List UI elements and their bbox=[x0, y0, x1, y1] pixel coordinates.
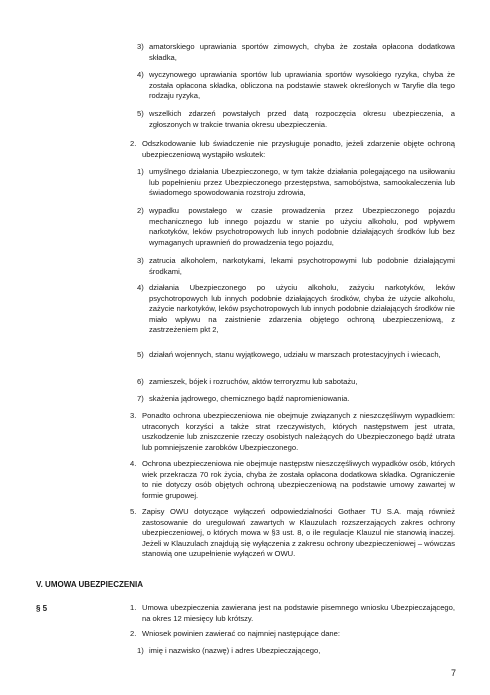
numbered-item bbox=[130, 411, 455, 453]
list-item bbox=[137, 646, 455, 657]
list-item bbox=[137, 70, 455, 102]
item-number: 1) bbox=[137, 646, 144, 655]
item-text: Wniosek powinien zawierać co najmniej następujące dane: bbox=[142, 629, 340, 638]
item-number: 7) bbox=[137, 394, 144, 403]
numbered-item bbox=[130, 507, 455, 560]
item-text: działania Ubezpieczonego po użyciu alkoholu, zażyciu narkotyków, leków psychotropowych lub innych podobnie działających środków, chyba że użycie alkoholu, zażycie narkotyków, leków psychotropowych lub innych podobnie działających środków nie miało wpływu na zaistnienie zdarzenia objętego ochroną ubezpieczeniową, z zastrzeżeniem pkt 2, bbox=[149, 283, 455, 335]
item-text: wszelkich zdarzeń powstałych przed datą rozpoczęcia okresu ubezpieczenia, a zgłoszonych w trakcie trwania okresu ubezpieczenia. bbox=[149, 109, 455, 129]
numbered-item bbox=[130, 629, 455, 640]
item-text: zatrucia alkoholem, narkotykami, lekami psychotropowymi lub podobnie działającymi środkami, bbox=[149, 256, 455, 276]
item-number: 5. bbox=[130, 507, 137, 516]
item-number: 3) bbox=[137, 42, 144, 51]
item-text: Odszkodowanie lub świadczenie nie przysługuje ponadto, jeżeli zdarzenie objęte ochroną ubezpieczeniową wystąpiło wskutek: bbox=[142, 139, 455, 159]
item-text: imię i nazwisko (nazwę) i adres Ubezpieczającego, bbox=[149, 646, 321, 655]
list-item bbox=[137, 377, 455, 388]
item-number: 1) bbox=[137, 167, 144, 176]
item-text: działań wojennych, stanu wyjątkowego, udziału w marszach protestacyjnych i wiecach, bbox=[149, 350, 441, 359]
list-item bbox=[137, 206, 455, 248]
item-number: 1. bbox=[130, 603, 137, 612]
item-text: Ponadto ochrona ubezpieczeniowa nie obejmuje związanych z nieszczęśliwym wypadkiem: utraconych korzyści a także strat rzeczywistych, których następstwem jest utrata, uszkodzenie lub zniszczenie rzeczy osobistych należących do Ubezpieczonego bądź utrata lub pomniejszenie zarobków Ubezpieczonego. bbox=[142, 411, 455, 452]
item-number: 5) bbox=[137, 109, 144, 118]
item-number: 5) bbox=[137, 350, 144, 359]
item-text: amatorskiego uprawiania sportów zimowych, chyba że została opłacona dodatkowa składka, bbox=[149, 42, 455, 62]
list-item bbox=[137, 283, 455, 336]
item-text: wyczynowego uprawiania sportów lub uprawiania sportów wysokiego ryzyka, chyba że została opłacona składka, obliczona na podstawie stawek określonych w Taryfie dla tego rodzaju ryzyka, bbox=[149, 70, 455, 101]
numbered-item bbox=[130, 459, 455, 501]
section-title: V. UMOWA UBEZPIECZENIA bbox=[36, 580, 143, 589]
item-text: Umowa ubezpieczenia zawierana jest na podstawie pisemnego wniosku Ubezpieczającego, na okres 12 miesięcy lub krótszy. bbox=[142, 603, 455, 623]
section-paragraph-symbol: § 5 bbox=[36, 604, 48, 613]
item-text: wypadku powstałego w czasie prowadzenia przez Ubezpieczonego pojazdu mechanicznego lub innego pojazdu w stanie po użyciu alkoholu, pod wpływem narkotyków, leków psychotropowych lub innych podobnie działających środków lub bez wymaganych uprawnień do prowadzenia tego pojazdu, bbox=[149, 206, 455, 247]
page-number: 7 bbox=[451, 668, 457, 678]
item-number: 4) bbox=[137, 283, 144, 292]
list-item bbox=[137, 256, 455, 277]
list-item bbox=[137, 109, 455, 130]
item-text: Zapisy OWU dotyczące wyłączeń odpowiedzialności Gothaer TU S.A. mają również zastosowanie do uregulowań zawartych w Klauzulach rozszerzających zakres ochrony ubezpieczeniowej, o których mowa w §3 ust. 8, o ile regulacje Klauzul nie stanowią inaczej. Jeżeli w Klauzulach znajdują się wyłączenia z zakresu ochrony ubezpieczeniowej – wówczas stanowią one uzupełnienie wyłączeń w OWU. bbox=[142, 507, 455, 559]
list-item bbox=[137, 394, 455, 405]
list-item bbox=[137, 42, 455, 63]
numbered-item bbox=[130, 139, 455, 160]
list-item bbox=[137, 167, 455, 199]
item-number: 2. bbox=[130, 629, 137, 638]
item-text: umyślnego działania Ubezpieczonego, w tym także działania polegającego na usiłowaniu lub popełnieniu przez Ubezpieczonego przestępstwa, samobójstwa, samookaleczenia lub świadomego spowodowania rozstroju zdrowia, bbox=[149, 167, 455, 198]
item-text: skażenia jądrowego, chemicznego bądź napromieniowania. bbox=[149, 394, 350, 403]
item-number: 3. bbox=[130, 411, 137, 420]
item-number: 4. bbox=[130, 459, 137, 468]
item-number: 2) bbox=[137, 206, 144, 215]
item-number: 3) bbox=[137, 256, 144, 265]
item-text: Ochrona ubezpieczeniowa nie obejmuje następstw nieszczęśliwych wypadków osób, których wiek przekracza 70 rok życia, chyba że została opłacona dodatkowa składka. Ograniczenie to nie dotyczy osób objętych ochroną ubezpieczeniową na podstawie umowy zawartej w formie grupowej. bbox=[142, 459, 455, 500]
item-number: 2. bbox=[130, 139, 137, 148]
item-number: 4) bbox=[137, 70, 144, 79]
list-item bbox=[137, 350, 455, 361]
numbered-item bbox=[130, 603, 455, 624]
item-text: zamieszek, bójek i rozruchów, aktów terroryzmu lub sabotażu, bbox=[149, 377, 358, 386]
item-number: 6) bbox=[137, 377, 144, 386]
